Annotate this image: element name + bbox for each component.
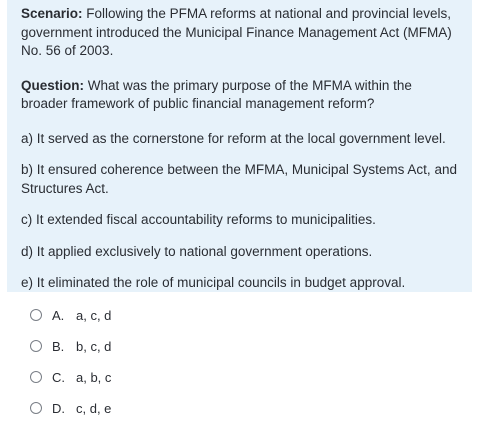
option-c-text: a, b, c [76, 369, 112, 385]
option-b-letter: B. [52, 338, 65, 354]
statement-e: e) It eliminated the role of municipal councils in budget approval. [21, 275, 406, 290]
option-c[interactable] [30, 367, 330, 387]
radio-button-c[interactable] [30, 371, 42, 383]
statement-b: b) It ensured coherence between the MFMA, Municipal Systems Act, and Structures Act. [21, 162, 457, 196]
radio-button-d[interactable] [30, 402, 42, 414]
statement-d: d) It applied exclusively to national government operations. [21, 243, 373, 259]
radio-button-b[interactable] [30, 340, 42, 352]
scenario-paragraph [21, 5, 458, 61]
question-panel [7, 0, 472, 292]
option-b[interactable] [30, 336, 330, 356]
option-a[interactable] [30, 305, 330, 325]
statement-a: a) It served as the cornerstone for reform at the local government level. [21, 130, 446, 146]
option-c-letter: C. [52, 369, 65, 385]
option-a-text: a, c, d [76, 307, 112, 323]
question-text: What was the primary purpose of the MFMA within the broader framework of public financial management reform? [21, 77, 412, 111]
scenario-label: Scenario: [21, 6, 83, 21]
question-label: Question: [21, 77, 84, 93]
question-paragraph [21, 77, 458, 114]
option-a-letter: A. [52, 307, 65, 323]
option-d-letter: D. [52, 400, 65, 416]
answer-options [30, 305, 330, 429]
radio-button-a[interactable] [30, 309, 42, 321]
statement-c: c) It extended fiscal accountability reforms to municipalities. [21, 212, 376, 227]
option-b-text: b, c, d [76, 338, 112, 354]
option-d-text: c, d, e [76, 400, 112, 416]
scenario-text: Following the PFMA reforms at national and provincial levels, government introduced the Municipal Finance Management Act (MFMA) No. 56 of 2003. [21, 6, 452, 58]
option-d[interactable] [30, 398, 330, 418]
